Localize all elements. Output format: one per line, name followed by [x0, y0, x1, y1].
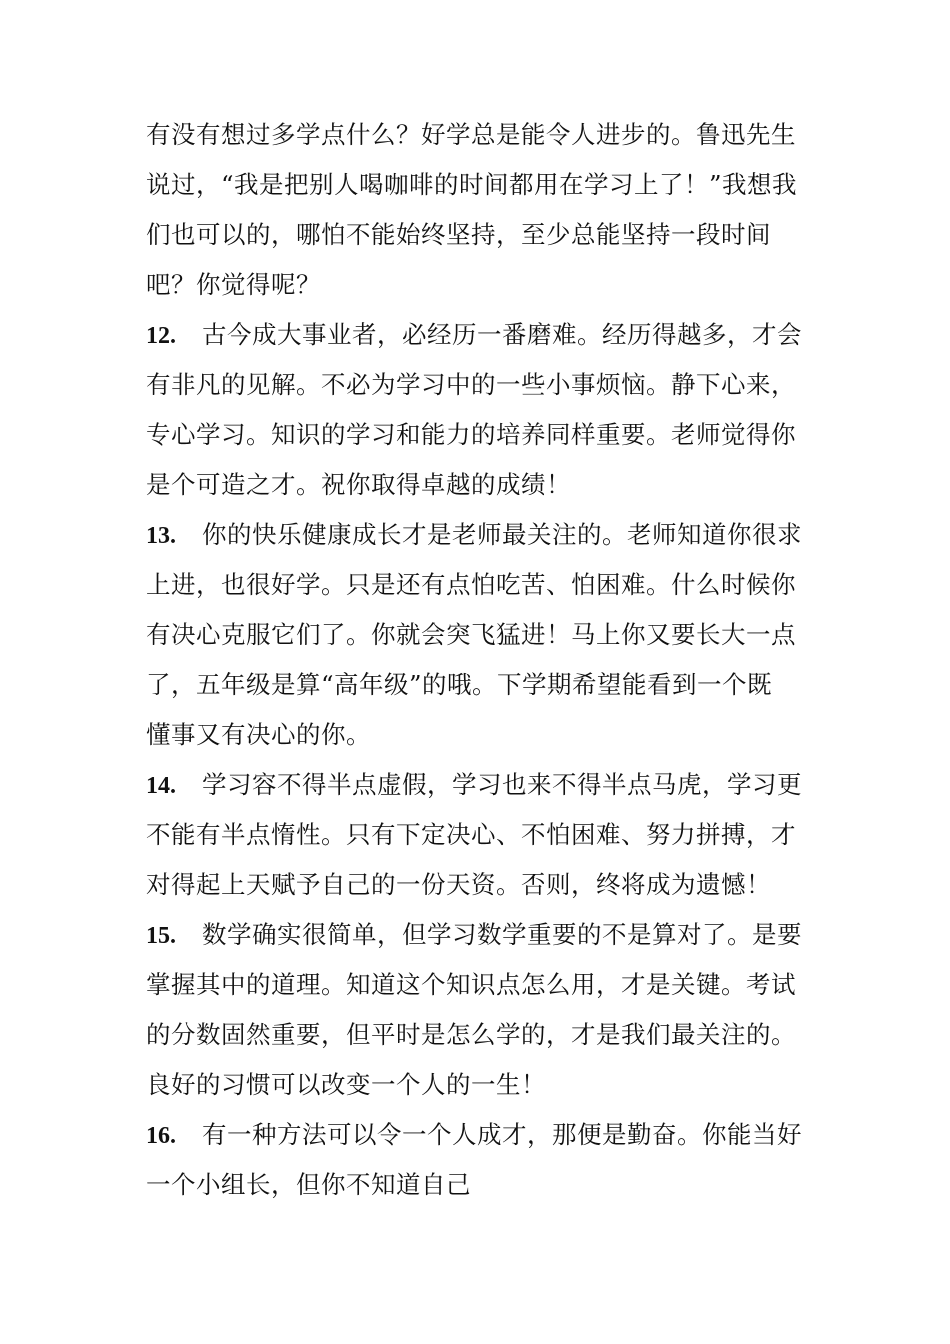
- paragraph-text: 上进，也很好学。只是还有点怕吃苦、怕困难。什么时候你: [146, 570, 796, 599]
- text-line: [146, 460, 812, 510]
- text-line: [146, 1160, 812, 1210]
- paragraph-text: 吧？你觉得呢？: [146, 270, 321, 299]
- numbered-line: [146, 910, 812, 960]
- document-body: [146, 110, 812, 1210]
- text-line: [146, 810, 812, 860]
- paragraph-text: 学习容不得半点虚假，学习也来不得半点马虎，学习更: [202, 770, 802, 799]
- paragraph-text: 一个小组长，但你不知道自己: [146, 1170, 471, 1199]
- paragraph-text: 有一种方法可以令一个人成才，那便是勤奋。你能当好: [202, 1120, 802, 1149]
- paragraph-text: 对得起上天赋予自己的一份天资。否则，终将成为遗憾！: [146, 870, 771, 899]
- paragraph-text: 了，五年级是算“高年级”的哦。下学期希望能看到一个既: [146, 670, 773, 699]
- text-line: [146, 360, 812, 410]
- numbered-line: [146, 760, 812, 810]
- paragraph-text: 有非凡的见解。不必为学习中的一些小事烦恼。静下心来，: [146, 370, 796, 399]
- text-line: [146, 1010, 812, 1060]
- paragraph-text: 不能有半点惰性。只有下定决心、不怕困难、努力拼搏，才: [146, 820, 796, 849]
- paragraph-text: 良好的习惯可以改变一个人的一生！: [146, 1070, 546, 1099]
- paragraph-text: 有决心克服它们了。你就会突飞猛进！马上你又要长大一点: [146, 620, 796, 649]
- text-line: [146, 210, 812, 260]
- text-line: [146, 560, 812, 610]
- text-line: [146, 960, 812, 1010]
- text-line: [146, 260, 812, 310]
- item-number: 14.: [146, 773, 176, 799]
- text-line: [146, 1060, 812, 1110]
- paragraph-text: 懂事又有决心的你。: [146, 720, 371, 749]
- paragraph-text: 说过，“我是把别人喝咖啡的时间都用在学习上了！”我想我: [146, 170, 798, 199]
- text-line: [146, 110, 812, 160]
- paragraph-text: 你的快乐健康成长才是老师最关注的。老师知道你很求: [202, 520, 802, 549]
- item-number: 13.: [146, 523, 176, 549]
- paragraph-text: 专心学习。知识的学习和能力的培养同样重要。老师觉得你: [146, 420, 796, 449]
- item-number: 12.: [146, 323, 176, 349]
- paragraph-text: 是个可造之才。祝你取得卓越的成绩！: [146, 470, 571, 499]
- text-line: [146, 410, 812, 460]
- numbered-line: [146, 510, 812, 560]
- numbered-line: [146, 1110, 812, 1160]
- text-line: [146, 660, 812, 710]
- paragraph-text: 数学确实很简单，但学习数学重要的不是算对了。是要: [202, 920, 802, 949]
- paragraph-text: 的分数固然重要，但平时是怎么学的，才是我们最关注的。: [146, 1020, 796, 1049]
- text-line: [146, 610, 812, 660]
- paragraph-text: 们也可以的，哪怕不能始终坚持，至少总能坚持一段时间: [146, 220, 771, 249]
- paragraph-text: 掌握其中的道理。知道这个知识点怎么用，才是关键。考试: [146, 970, 796, 999]
- paragraph-text: 有没有想过多学点什么？好学总是能令人进步的。鲁迅先生: [146, 120, 796, 149]
- paragraph-text: 古今成大事业者，必经历一番磨难。经历得越多，才会: [202, 320, 802, 349]
- text-line: [146, 710, 812, 760]
- item-number: 16.: [146, 1123, 176, 1149]
- item-number: 15.: [146, 923, 176, 949]
- numbered-line: [146, 310, 812, 360]
- text-line: [146, 860, 812, 910]
- text-line: [146, 160, 812, 210]
